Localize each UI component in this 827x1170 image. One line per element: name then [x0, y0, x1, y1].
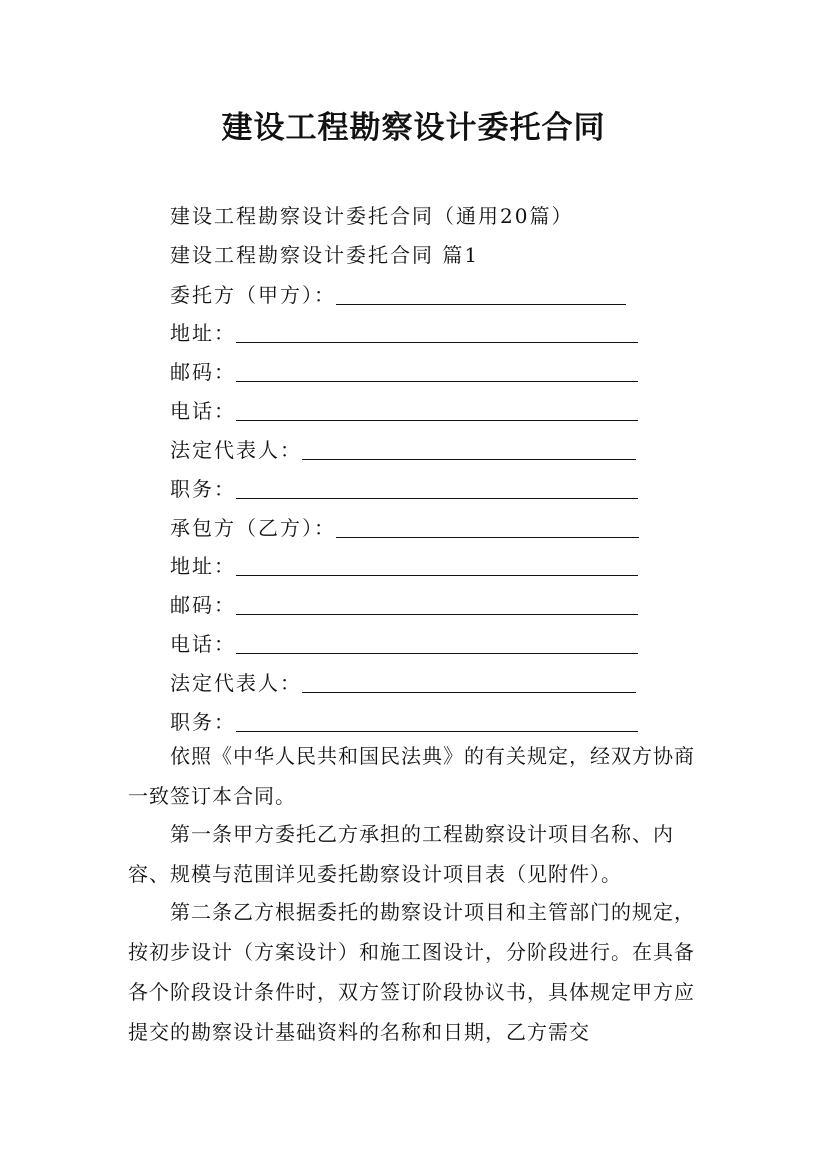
- party-b-address-field: [170, 550, 638, 579]
- party-b-representative-blank: [302, 674, 636, 693]
- document-subtitle: 建设工程勘察设计委托合同（通用20篇）: [170, 204, 574, 228]
- section-heading: 建设工程勘察设计委托合同 篇1: [170, 243, 480, 267]
- party-b-address-blank: [236, 557, 638, 576]
- party-a-address-label: 地址：: [170, 321, 236, 345]
- party-b-position-blank: [236, 713, 638, 732]
- party-b-field: [170, 512, 639, 541]
- party-a-postcode-blank: [236, 363, 638, 382]
- party-a-representative-field: [170, 434, 636, 463]
- party-b-postcode-blank: [236, 596, 638, 615]
- party-b-position-label: 职务：: [170, 710, 236, 734]
- paragraph-article-2: 第二条乙方根据委托的勘察设计项目和主管部门的规定，按初步设计（方案设计）和施工图设计，分阶段进行。在具备各个阶段设计条件时，双方签订阶段协议书，具体规定甲方应提交的勘察设计基础资料的名称和日期，乙方需交: [128, 900, 695, 1044]
- party-b-label: 承包方（乙方）：: [170, 516, 336, 540]
- party-a-blank: [336, 286, 626, 305]
- party-a-label: 委托方（甲方）：: [170, 283, 336, 307]
- party-a-address-blank: [236, 324, 638, 343]
- party-a-representative-label: 法定代表人：: [170, 438, 302, 462]
- paragraph-article-1: 第一条甲方委托乙方承担的工程勘察设计项目名称、内容、规模与范围详见委托勘察设计项目表（见附件）。: [128, 822, 674, 886]
- party-b-address-label: 地址：: [170, 554, 236, 578]
- party-a-postcode-label: 邮码：: [170, 360, 236, 384]
- party-a-phone-blank: [236, 402, 638, 421]
- party-b-phone-label: 电话：: [170, 632, 236, 656]
- party-a-position-blank: [236, 480, 638, 499]
- party-a-field: [170, 279, 626, 308]
- party-b-position-field: [170, 706, 638, 735]
- party-b-postcode-field: [170, 589, 638, 618]
- party-a-phone-label: 电话：: [170, 399, 236, 423]
- party-b-phone-field: [170, 628, 638, 657]
- paragraph-legal-basis: 依照《中华人民共和国民法典》的有关规定，经双方协商一致签订本合同。: [128, 744, 695, 808]
- party-b-blank: [336, 519, 639, 538]
- party-b-representative-field: [170, 667, 636, 696]
- party-b-postcode-label: 邮码：: [170, 593, 236, 617]
- party-b-representative-label: 法定代表人：: [170, 671, 302, 695]
- party-a-representative-blank: [302, 441, 636, 460]
- party-a-postcode-field: [170, 356, 638, 385]
- party-a-phone-field: [170, 395, 638, 424]
- party-b-phone-blank: [236, 635, 638, 654]
- party-a-address-field: [170, 317, 638, 346]
- document-title: 建设工程勘察设计委托合同: [221, 110, 606, 146]
- party-a-position-label: 职务：: [170, 477, 236, 501]
- party-a-position-field: [170, 473, 638, 502]
